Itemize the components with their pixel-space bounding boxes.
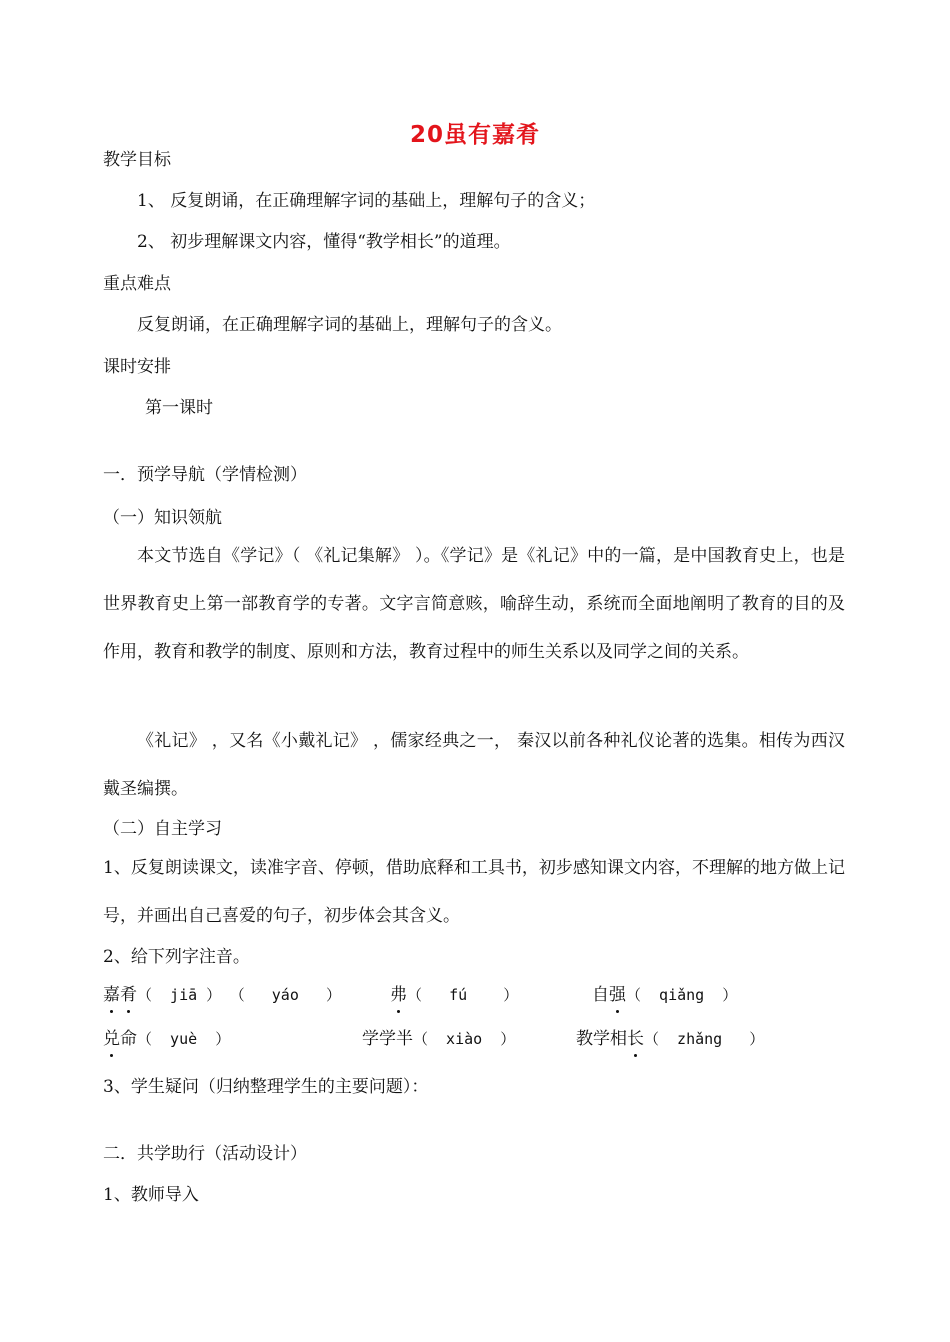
plain-chars: 学学半 xyxy=(362,1029,413,1049)
key-points-heading: 重点难点 xyxy=(103,274,171,294)
schedule-heading: 课时安排 xyxy=(103,357,171,377)
pinyin-row-2c xyxy=(576,1027,764,1051)
pinyin-row-2b xyxy=(362,1027,515,1051)
pinyin-answer: （ jiā ） xyxy=(137,986,222,1004)
intro-paragraph-1: 本文节选自《学记》（ 《礼记集解》 ）。《学记》是《礼记》中的一篇，是中国教育史上，也是世界教育史上第一部教育学的专著。文字言简意赅，喻辞生动，系统而全面地阐明了教育的目的及作用，教育和教学的制度、原则和方法，教育过程中的师生关系以及同学之间的关系。 xyxy=(103,546,845,662)
pinyin-row-1c xyxy=(592,983,737,1007)
pinyin-answer: （ yuè ） xyxy=(137,1030,231,1048)
section2-heading: 二．共学助行（活动设计） xyxy=(103,1144,307,1164)
plain-char: 命 xyxy=(120,1029,137,1049)
goal-item-1: 1、 反复朗诵，在正确理解字词的基础上，理解句子的含义； xyxy=(137,191,596,211)
dotted-char: 肴 xyxy=(120,985,137,1005)
document-title: 20虽有嘉肴 xyxy=(409,122,540,148)
pinyin-answer: （ zhǎng ） xyxy=(644,1030,765,1048)
pinyin-answer: （ xiào ） xyxy=(413,1030,516,1048)
section1-sub1-heading: （一）知识领航 xyxy=(103,508,222,528)
study-item-3: 3、学生疑问（归纳整理学生的主要问题）： xyxy=(103,1077,429,1097)
study-item-1: 1、反复朗读课文，读准字音、停顿，借助底释和工具书，初步感知课文内容，不理解的地方做上记号，并画出自己喜爱的句子，初步体会其含义。 xyxy=(103,858,845,926)
dotted-char: 弗 xyxy=(390,985,407,1005)
dotted-char: 长 xyxy=(627,1029,644,1049)
pinyin-answer: （ qiǎng ） xyxy=(626,986,738,1004)
pinyin-row-1b xyxy=(390,983,518,1007)
goal-item-2: 2、 初步理解课文内容，懂得“教学相长”的道理。 xyxy=(137,232,511,252)
plain-chars: 教学相 xyxy=(576,1029,627,1049)
dotted-char: 强 xyxy=(609,985,626,1005)
intro-paragraph-2: 《礼记》 ，又名《小戴礼记》 ，儒家经典之一， 秦汉以前各种礼仪论著的选集。相传为西汉戴圣编撰。 xyxy=(103,731,845,799)
pinyin-answer: （ yáo ） xyxy=(237,986,341,1004)
dotted-char: 兑 xyxy=(103,1029,120,1049)
schedule-text: 第一课时 xyxy=(145,398,213,418)
plain-char: 自 xyxy=(592,985,609,1005)
section2-item-1: 1、教师导入 xyxy=(103,1185,199,1205)
key-points-text: 反复朗诵，在正确理解字词的基础上，理解句子的含义。 xyxy=(137,315,562,335)
goals-heading: 教学目标 xyxy=(103,150,171,170)
section1-sub2-heading: （二）自主学习 xyxy=(103,819,222,839)
pinyin-row-2 xyxy=(103,1027,230,1051)
dotted-char: 嘉 xyxy=(103,985,120,1005)
section1-heading: 一．预学导航（学情检测） xyxy=(103,465,307,485)
study-item-2: 2、给下列字注音。 xyxy=(103,947,250,967)
pinyin-answer: （ fú ） xyxy=(407,986,519,1004)
pinyin-row-1 xyxy=(103,983,341,1007)
